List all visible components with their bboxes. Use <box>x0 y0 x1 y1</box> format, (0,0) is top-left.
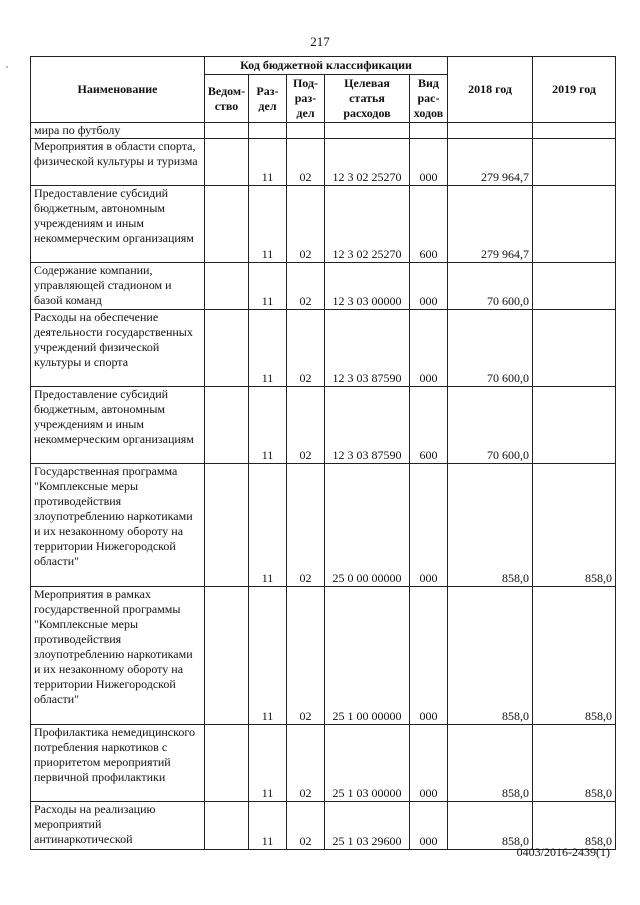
cell-y2019: 858,0 <box>533 587 616 725</box>
cell-ved <box>205 725 249 802</box>
cell-vid: 000 <box>410 802 448 850</box>
cell-tsel: 12 3 02 25270 <box>325 186 410 263</box>
cell-y2019 <box>533 310 616 387</box>
cell-name: Предоставление субсидий бюджетным, автономным учреждениям и иным некоммерческим организациям <box>31 186 205 263</box>
cell-name: Мероприятия в рамках государственной программы "Комплексные меры противодействия злоупотреблению наркотиками и их незаконному обороту на территории Нижегородской области" <box>31 587 205 725</box>
cell-razd: 11 <box>249 802 287 850</box>
table-row <box>31 725 616 802</box>
cell-razd: 11 <box>249 464 287 587</box>
cell-name: Мероприятия в области спорта, физической культуры и туризма <box>31 139 205 186</box>
cell-ved <box>205 587 249 725</box>
col-header-group: Код бюджетной классификации <box>205 57 448 75</box>
col-header-2018: 2018 год <box>448 57 533 123</box>
cell-razd: 11 <box>249 310 287 387</box>
cell-vid: 000 <box>410 310 448 387</box>
table-row <box>31 310 616 387</box>
col-header-vid: Вид рас-ходов <box>410 75 448 123</box>
cell-y2018: 70 600,0 <box>448 387 533 464</box>
col-header-tsel: Целевая статья расходов <box>325 75 410 123</box>
document-code: 0403/2016-2439(1) <box>516 845 610 859</box>
cell-vid: 000 <box>410 464 448 587</box>
cell-vid: 600 <box>410 387 448 464</box>
cell-podr: 02 <box>287 263 325 310</box>
cell-y2019: 858,0 <box>533 802 616 850</box>
col-header-razdel: Раз-дел <box>249 75 287 123</box>
cell-razd: 11 <box>249 186 287 263</box>
cell-vid: 000 <box>410 587 448 725</box>
table-row <box>31 123 616 139</box>
table-header <box>31 57 616 123</box>
cell-y2018 <box>448 123 533 139</box>
cell-podr <box>287 123 325 139</box>
cell-podr: 02 <box>287 802 325 850</box>
col-header-podrazdel: Под-раз-дел <box>287 75 325 123</box>
cell-tsel: 25 1 00 00000 <box>325 587 410 725</box>
cell-podr: 02 <box>287 587 325 725</box>
cell-y2018: 858,0 <box>448 725 533 802</box>
cell-name: Содержание компании, управляющей стадионом и базой команд <box>31 263 205 310</box>
cell-y2019 <box>533 186 616 263</box>
cell-y2019: 858,0 <box>533 725 616 802</box>
table-row <box>31 186 616 263</box>
table-row <box>31 139 616 186</box>
cell-vid: 000 <box>410 263 448 310</box>
table-row <box>31 587 616 725</box>
cell-ved <box>205 263 249 310</box>
table-body <box>31 123 616 850</box>
cell-name: Профилактика немедицинского потребления наркотиков с приоритетом мероприятий первичной профилактики <box>31 725 205 802</box>
cell-name: Расходы на обеспечение деятельности государственных учреждений физической культуры и спорта <box>31 310 205 387</box>
cell-y2018: 70 600,0 <box>448 263 533 310</box>
cell-tsel: 12 3 03 00000 <box>325 263 410 310</box>
cell-y2018: 70 600,0 <box>448 310 533 387</box>
cell-ved <box>205 310 249 387</box>
cell-tsel: 25 1 03 00000 <box>325 725 410 802</box>
cell-podr: 02 <box>287 725 325 802</box>
cell-ved <box>205 802 249 850</box>
cell-tsel <box>325 123 410 139</box>
cell-ved <box>205 139 249 186</box>
cell-vid: 000 <box>410 139 448 186</box>
cell-ved <box>205 464 249 587</box>
table-row <box>31 263 616 310</box>
col-header-2019: 2019 год <box>533 57 616 123</box>
cell-vid: 600 <box>410 186 448 263</box>
budget-table <box>30 56 616 850</box>
cell-y2018: 279 964,7 <box>448 186 533 263</box>
cell-ved <box>205 186 249 263</box>
cell-y2018: 858,0 <box>448 802 533 850</box>
cell-razd: 11 <box>249 587 287 725</box>
table-row <box>31 802 616 850</box>
cell-razd: 11 <box>249 387 287 464</box>
cell-razd: 11 <box>249 139 287 186</box>
cell-podr: 02 <box>287 464 325 587</box>
cell-tsel: 12 3 03 87590 <box>325 387 410 464</box>
cell-y2019 <box>533 123 616 139</box>
cell-podr: 02 <box>287 186 325 263</box>
cell-y2018: 279 964,7 <box>448 139 533 186</box>
cell-podr: 02 <box>287 387 325 464</box>
cell-vid: 000 <box>410 725 448 802</box>
cell-y2019 <box>533 263 616 310</box>
cell-vid <box>410 123 448 139</box>
cell-name: Государственная программа "Комплексные меры противодействия злоупотреблению наркотиками и их незаконному обороту на территории Нижегородской области" <box>31 464 205 587</box>
cell-name: Расходы на реализацию мероприятий антинаркотической <box>31 802 205 850</box>
cell-name: Предоставление субсидий бюджетным, автономным учреждениям и иным некоммерческим организациям <box>31 387 205 464</box>
page-number: 217 <box>310 34 330 49</box>
cell-y2018: 858,0 <box>448 587 533 725</box>
cell-razd: 11 <box>249 263 287 310</box>
cell-tsel: 12 3 02 25270 <box>325 139 410 186</box>
cell-podr: 02 <box>287 139 325 186</box>
cell-y2019: 858,0 <box>533 464 616 587</box>
cell-razd <box>249 123 287 139</box>
cell-tsel: 25 0 00 00000 <box>325 464 410 587</box>
cell-ved <box>205 387 249 464</box>
cell-razd: 11 <box>249 725 287 802</box>
cell-podr: 02 <box>287 310 325 387</box>
cell-y2019 <box>533 139 616 186</box>
cell-y2018: 858,0 <box>448 464 533 587</box>
cell-tsel: 12 3 03 87590 <box>325 310 410 387</box>
cell-y2019 <box>533 387 616 464</box>
cell-tsel: 25 1 03 29600 <box>325 802 410 850</box>
scan-speck <box>6 66 8 68</box>
cell-name: мира по футболу <box>31 123 205 139</box>
col-header-name: Наименование <box>31 57 205 123</box>
table-row <box>31 387 616 464</box>
table-row <box>31 464 616 587</box>
cell-ved <box>205 123 249 139</box>
col-header-vedom: Ведом-ство <box>205 75 249 123</box>
